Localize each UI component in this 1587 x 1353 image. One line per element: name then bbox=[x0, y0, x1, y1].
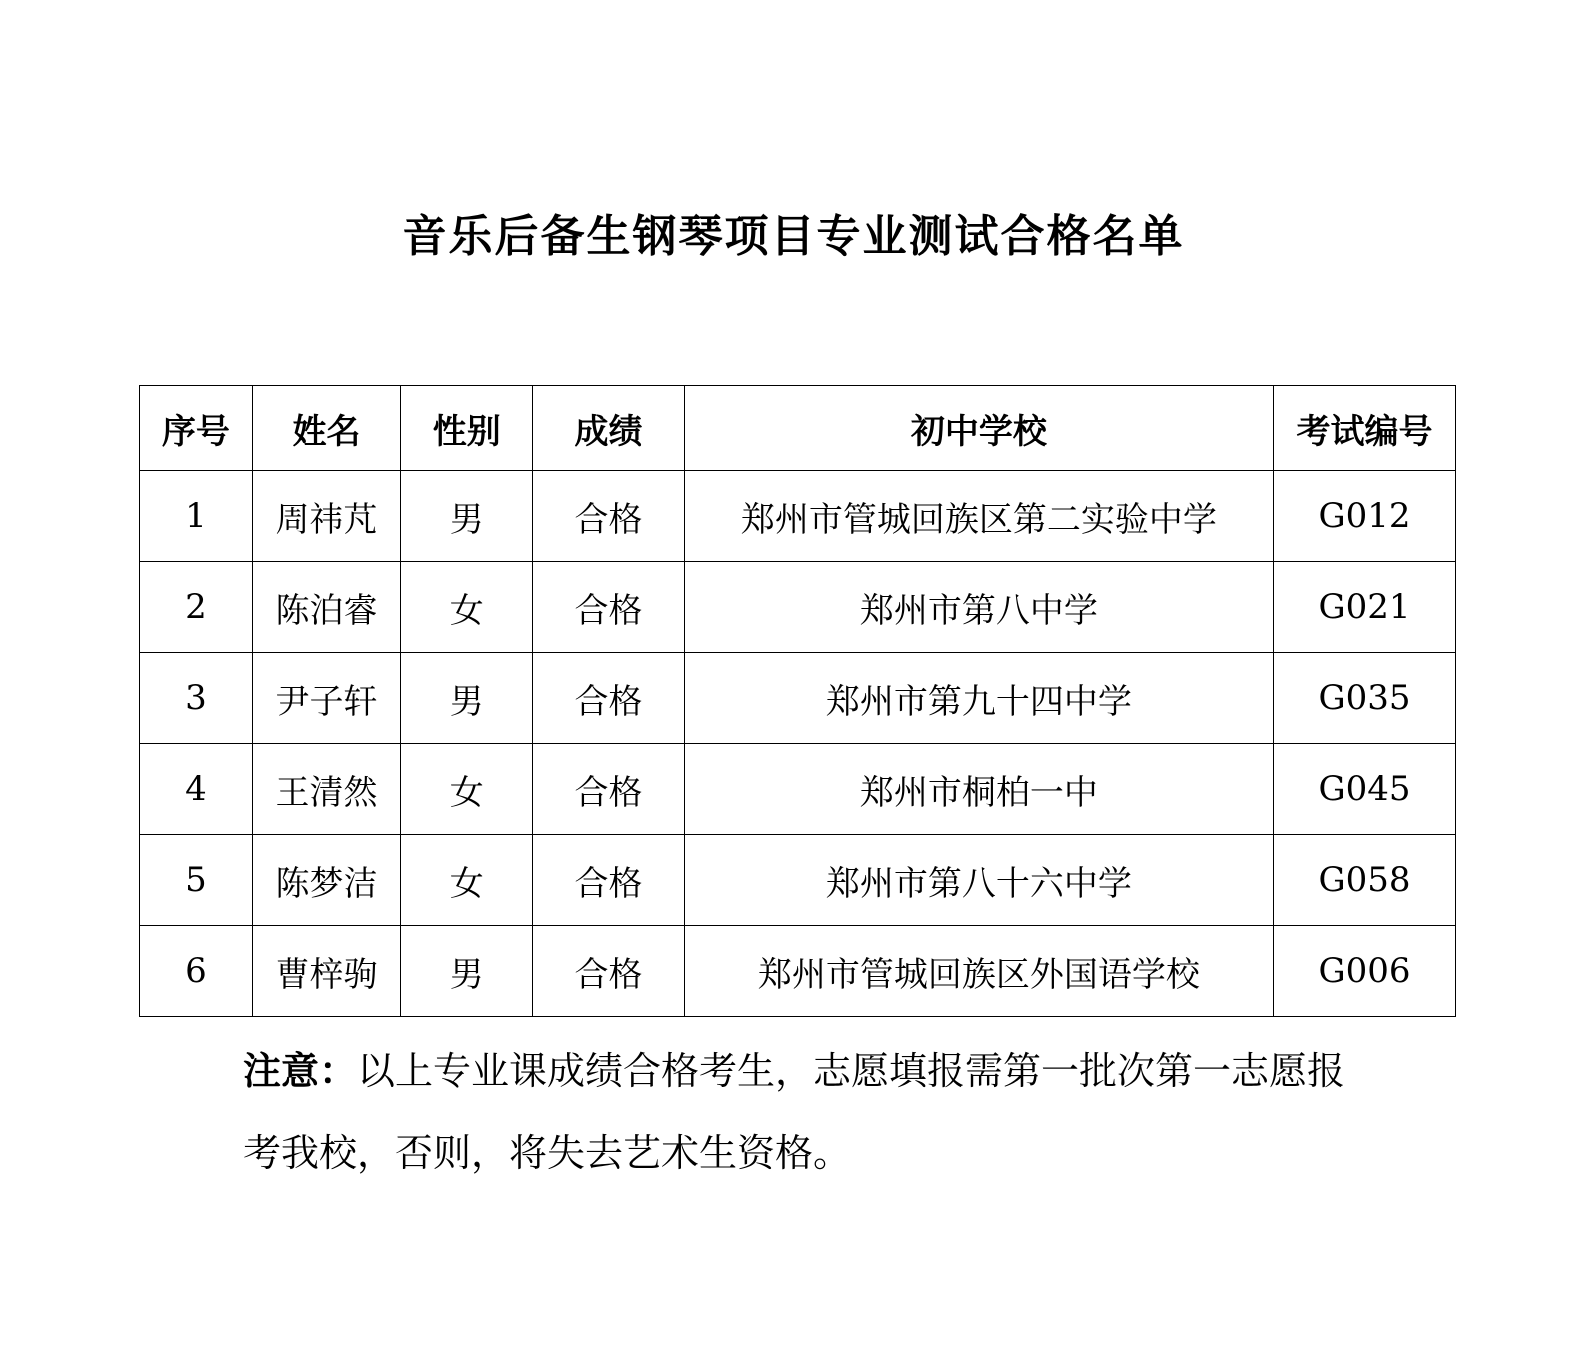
table-row bbox=[140, 926, 1456, 1017]
table-row bbox=[140, 835, 1456, 926]
notice-label: 注意： bbox=[243, 1049, 358, 1093]
cell-index: 5 bbox=[140, 835, 253, 926]
cell-gender: 女 bbox=[401, 744, 533, 835]
cell-result: 合格 bbox=[533, 744, 684, 835]
cell-index: 4 bbox=[140, 744, 253, 835]
cell-result: 合格 bbox=[533, 835, 684, 926]
cell-index: 1 bbox=[140, 471, 253, 562]
page-title: 音乐后备生钢琴项目专业测试合格名单 bbox=[402, 211, 1185, 262]
header-school: 初中学校 bbox=[684, 386, 1273, 471]
table-row bbox=[140, 471, 1456, 562]
cell-gender: 男 bbox=[401, 926, 533, 1017]
cell-index: 2 bbox=[140, 562, 253, 653]
cell-exam-id: G012 bbox=[1274, 471, 1456, 562]
cell-name: 王清然 bbox=[252, 744, 400, 835]
header-result: 成绩 bbox=[533, 386, 684, 471]
cell-name: 周祎芃 bbox=[252, 471, 400, 562]
qualified-list-table bbox=[139, 385, 1456, 1017]
table-row bbox=[140, 562, 1456, 653]
cell-result: 合格 bbox=[533, 926, 684, 1017]
table-row bbox=[140, 744, 1456, 835]
notice-text: 以上专业课成绩合格考生，志愿填报需第一批次第一志愿报考我校，否则，将失去艺术生资格。 bbox=[243, 1049, 1346, 1175]
cell-school: 郑州市第八十六中学 bbox=[684, 835, 1273, 926]
cell-exam-id: G006 bbox=[1274, 926, 1456, 1017]
cell-exam-id: G045 bbox=[1274, 744, 1456, 835]
table-row bbox=[140, 653, 1456, 744]
cell-gender: 女 bbox=[401, 835, 533, 926]
cell-name: 陈梦洁 bbox=[252, 835, 400, 926]
cell-result: 合格 bbox=[533, 562, 684, 653]
table-header-row bbox=[140, 386, 1456, 471]
cell-exam-id: G021 bbox=[1274, 562, 1456, 653]
cell-index: 3 bbox=[140, 653, 253, 744]
header-exam-id: 考试编号 bbox=[1274, 386, 1456, 471]
notice-paragraph bbox=[243, 1030, 1363, 1194]
cell-gender: 女 bbox=[401, 562, 533, 653]
cell-name: 尹子轩 bbox=[252, 653, 400, 744]
header-gender: 性别 bbox=[401, 386, 533, 471]
header-index: 序号 bbox=[140, 386, 253, 471]
cell-gender: 男 bbox=[401, 653, 533, 744]
cell-exam-id: G058 bbox=[1274, 835, 1456, 926]
cell-exam-id: G035 bbox=[1274, 653, 1456, 744]
cell-name: 曹梓驹 bbox=[252, 926, 400, 1017]
cell-index: 6 bbox=[140, 926, 253, 1017]
cell-school: 郑州市第九十四中学 bbox=[684, 653, 1273, 744]
header-name: 姓名 bbox=[252, 386, 400, 471]
cell-school: 郑州市管城回族区第二实验中学 bbox=[684, 471, 1273, 562]
cell-result: 合格 bbox=[533, 653, 684, 744]
cell-school: 郑州市桐柏一中 bbox=[684, 744, 1273, 835]
cell-school: 郑州市第八中学 bbox=[684, 562, 1273, 653]
cell-name: 陈泊睿 bbox=[252, 562, 400, 653]
cell-gender: 男 bbox=[401, 471, 533, 562]
cell-result: 合格 bbox=[533, 471, 684, 562]
cell-school: 郑州市管城回族区外国语学校 bbox=[684, 926, 1273, 1017]
